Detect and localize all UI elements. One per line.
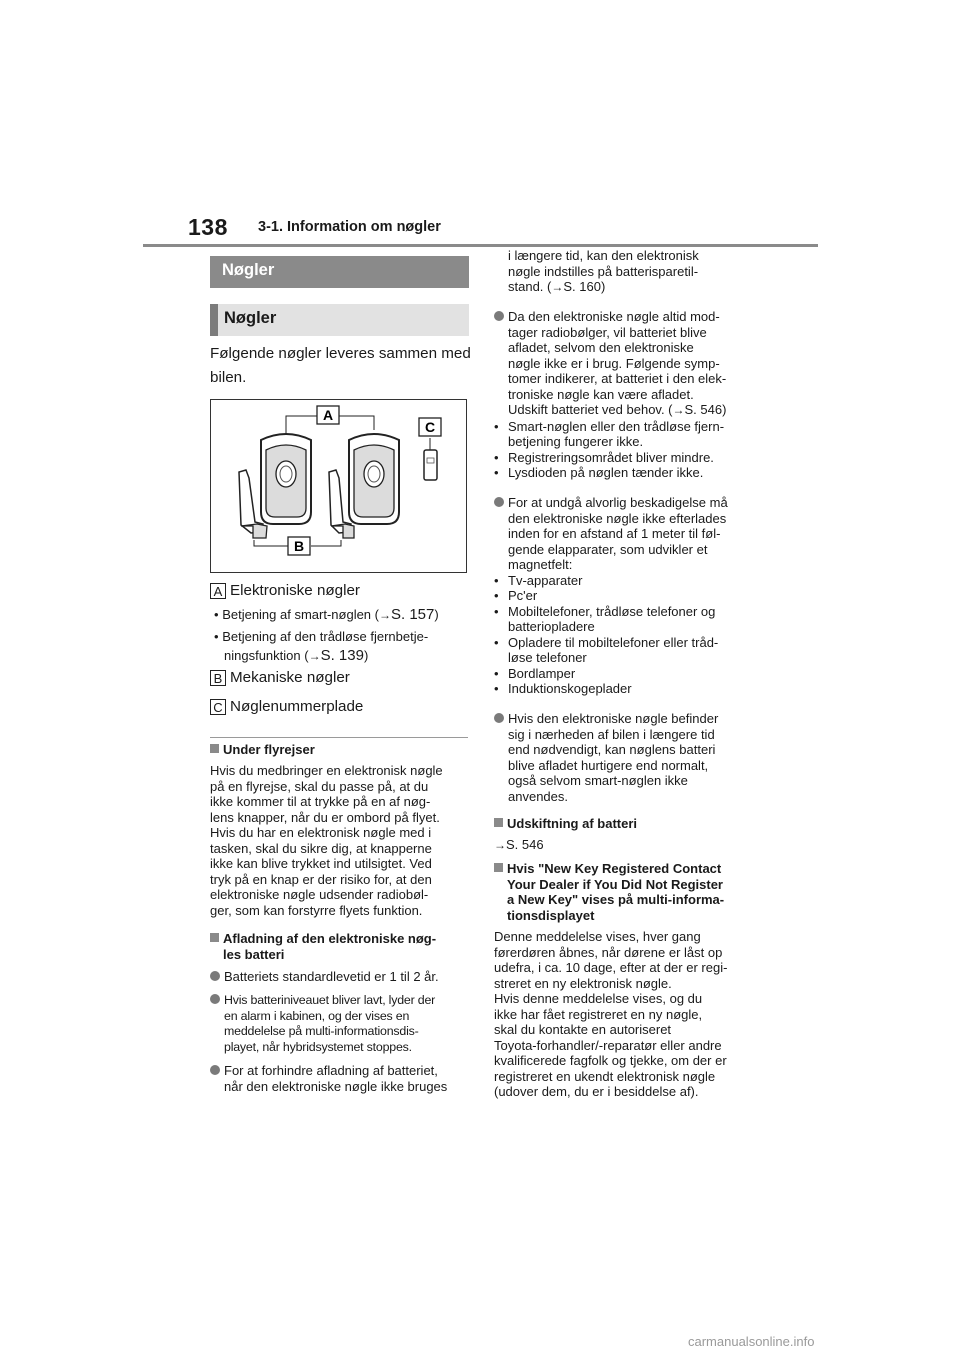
afladning-point-1: Batteriets standardlevetid er 1 til 2 år. xyxy=(210,969,439,985)
page-ref-link[interactable]: S. 139 xyxy=(320,647,364,664)
sub-item-text: ningsfunktion ( xyxy=(224,648,309,663)
round-bullet-icon xyxy=(210,1065,220,1075)
column-divider xyxy=(210,737,468,738)
continuation-text: i længere tid, kan den elektronisk nøgle indstilles på batterisparetil- stand. (→S. 160) xyxy=(508,248,699,294)
sub-item-text-end: ) xyxy=(434,607,439,622)
round-bullet-icon xyxy=(210,971,220,981)
sub-item-smart-key xyxy=(214,605,439,625)
heading-new-key: Hvis "New Key Registered Contact Your Dealer if You Did Not Register a New Key" vises på multi-informa- tionsdisplayet xyxy=(494,861,724,923)
ref-arrow-icon: → xyxy=(378,608,391,622)
page-ref-link[interactable]: S. 546 xyxy=(506,837,544,852)
section-band-title: Nøgler xyxy=(222,261,275,279)
smart-key-fob-left xyxy=(239,434,311,538)
key-item-mechanical xyxy=(210,669,350,686)
ref-arrow-icon: → xyxy=(494,838,506,852)
page-number: 138 xyxy=(188,214,228,240)
square-bullet-icon xyxy=(210,744,219,753)
chapter-title: 3-1. Information om nøgler xyxy=(258,219,441,235)
smart-key-fob-right xyxy=(329,434,399,538)
callout-a: A xyxy=(322,407,334,423)
heading-text: Under flyrejser xyxy=(223,742,315,757)
page-ref-link[interactable]: S. 157 xyxy=(390,606,435,623)
callout-c: C xyxy=(424,419,436,435)
udskiftning-ref xyxy=(494,837,544,854)
key-number-plate xyxy=(424,450,437,480)
watermark-text: carmanualsonline.info xyxy=(688,1334,815,1349)
subsection-band xyxy=(210,304,469,336)
subsection-title: Nøgler xyxy=(224,309,277,327)
afladning-point-3: For at forhindre afladning af batteriet, når den elektroniske nøgle ikke bruges xyxy=(210,1063,447,1094)
square-bullet-icon xyxy=(494,818,503,827)
round-bullet-icon xyxy=(210,994,220,1004)
intro-text: Følgende nøgler leveres sammen med bilen. xyxy=(210,345,471,386)
sub-item-remote xyxy=(214,627,428,666)
sub-item-text: Betjening af den trådløse fjernbetje- xyxy=(222,629,429,644)
point-magnetic-field: For at undgå alvorlig beskadigelse må den elektroniske nøgle ikke efterlades inden for en afstand af 1 meter til føl- gende elapparater, som udvikler et magnetfelt: • Tv-apparater • Pc'er • Mobiltelefoner, trådløse telefoner og batteriopladere • Opladere til mobiltelefoner eller tråd- løse telefoner • Bordlamper • Induktionskogeplader xyxy=(494,495,728,696)
flyrejser-body: Hvis du medbringer en elektronisk nøgle på en flyrejse, skal du passe på, at du ikke kommer til at trykke på en af nøg- lens knapper, når du er ombord på flyet. Hvis du har en elektronisk nøgle med i tasken, skal du sikre dig, at knapperne ikke kan blive trykket ind utilsigtet. Ved tryk på en knap er der risiko for, at den elektroniske nøgle udsender radiobøl- ger, som kan forstyrre flyets funktion. xyxy=(210,763,443,918)
section-band xyxy=(210,256,469,288)
point-radio-waves: Da den elektroniske nøgle altid mod- tager radiobølger, vil batteriet blive afladet, selvom den elektroniske nøgle ikke er i brug. Følgende symp- tomer indikerer, at batteriet i den elek- troniske nøgle kan være afladet. Udskift batteriet ved behov. (→S. 546) • Smart-nøglen eller den trådløse fjern- betjening fungerer ikke. • Registreringsområdet bliver mindre. • Lysdioden på nøglen tænder ikke. xyxy=(494,309,727,480)
keys-illustration xyxy=(211,400,466,572)
keys-figure xyxy=(210,399,467,573)
key-item-text: Elektroniske nøgler xyxy=(230,582,360,599)
heading-under-flyrejser xyxy=(210,742,315,758)
callout-b: B xyxy=(293,538,305,554)
subsection-accent-bar xyxy=(210,304,218,336)
page-ref-link[interactable]: S. 546 xyxy=(684,402,723,417)
square-bullet-icon xyxy=(210,933,219,942)
header-divider xyxy=(143,244,818,247)
key-item-plate xyxy=(210,698,363,715)
sub-item-text-end: ) xyxy=(363,648,369,663)
ref-arrow-icon: → xyxy=(551,280,564,294)
round-bullet-icon xyxy=(494,311,504,321)
page-ref-link[interactable]: S. 160 xyxy=(563,279,601,294)
new-key-body: Denne meddelelse vises, hver gang førerdøren åbnes, når dørene er låst op udefra, i ca. 10 dage, efter at der er regi- streret en ny elektronisk nøgle. Hvis denne meddelelse vises, og du ikke har fået registreret en ny nøgle, skal du kontakte en autoriseret Toyota-forhandler/-reparatør eller andre kvalificerede fagfolk og tjekke, om der er registreret en ukendt elektronisk nøgle (udover dem, du er i besiddelse af). xyxy=(494,929,728,1099)
heading-udskiftning: Udskiftning af batteri xyxy=(494,816,637,832)
key-item-electronic xyxy=(210,582,360,599)
key-item-text: Mekaniske nøgler xyxy=(230,669,350,686)
square-bullet-icon xyxy=(494,863,503,872)
ref-arrow-icon: → xyxy=(672,403,685,417)
afladning-point-2: Hvis batteriniveauet bliver lavt, lyder der en alarm i kabinen, og der vises en meddelelse på multi-informationsdis- playet, når hybridsystemet stoppes. xyxy=(210,993,435,1055)
round-bullet-icon xyxy=(494,497,504,507)
ref-arrow-icon: → xyxy=(308,649,321,663)
point-near-vehicle: Hvis den elektroniske nøgle befinder sig i nærheden af bilen i længere tid end nødvendigt, kan nøglens batteri blive afladet hurtigere end normalt, også selvom smart-nøglen ikke anvendes. xyxy=(494,711,718,804)
key-label-a: A xyxy=(210,583,226,599)
key-label-c: C xyxy=(210,699,226,715)
sub-item-text: Betjening af smart-nøglen ( xyxy=(222,607,379,622)
round-bullet-icon xyxy=(494,713,504,723)
key-label-b: B xyxy=(210,670,226,686)
bullet: • xyxy=(214,607,219,622)
heading-afladning: Afladning af den elektroniske nøg- les batteri xyxy=(210,931,436,962)
bullet: • xyxy=(214,629,219,644)
key-item-text: Nøglenummerplade xyxy=(230,698,364,715)
